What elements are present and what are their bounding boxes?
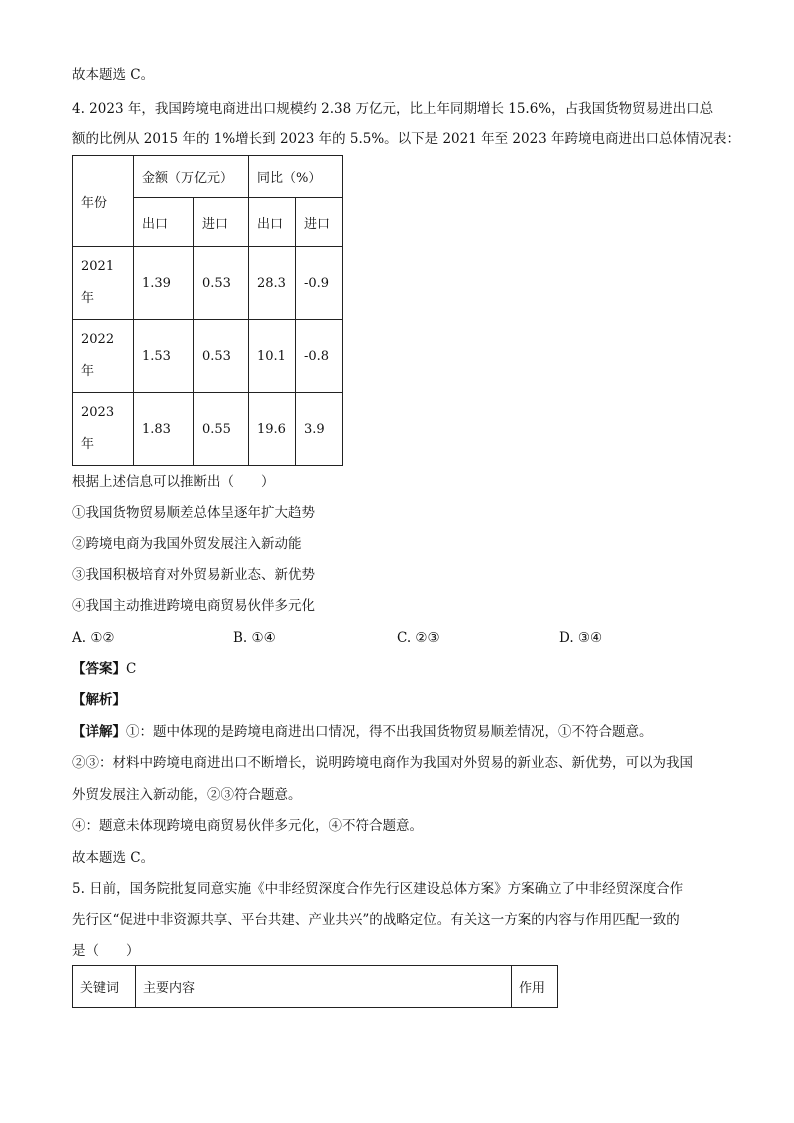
amount-import-header: 进口 bbox=[194, 198, 249, 247]
ecommerce-data-table bbox=[72, 155, 343, 466]
yoy-import-header: 进口 bbox=[296, 198, 343, 247]
statement-3: ③我国积极培育对外贸易新业态、新优势 bbox=[72, 567, 315, 583]
row-year: 2021 年 bbox=[73, 247, 134, 320]
question-4-text-line-2: 额的比例从 2015 年的 1%增长到 2023 年的 5.5%。以下是 2021 年至 2023 年跨境电商进出口总体情况表： bbox=[72, 131, 741, 147]
question-4-text-line-1: 4. 2023 年，我国跨境电商进出口规模约 2.38 万亿元，比上年同期增长 15.6%，占我国货物贸易进出口总 bbox=[72, 101, 714, 117]
option-c: C. ②③ bbox=[397, 630, 440, 646]
amount-export-header: 出口 bbox=[134, 198, 194, 247]
import-amount-cell: 0.53 bbox=[194, 320, 249, 393]
yoy-export-header: 出口 bbox=[249, 198, 296, 247]
table-header-row bbox=[73, 966, 558, 1008]
question-4-prompt: 根据上述信息可以推断出（ ） bbox=[72, 474, 275, 490]
year-header: 年份 bbox=[73, 156, 134, 247]
previous-answer-line: 故本题选 C。 bbox=[72, 67, 155, 83]
row-year: 2022 年 bbox=[73, 320, 134, 393]
import-yoy-cell: 3.9 bbox=[296, 393, 343, 466]
conclusion-line: 故本题选 C。 bbox=[72, 850, 155, 866]
import-yoy-cell: -0.9 bbox=[296, 247, 343, 320]
row-year: 2023 年 bbox=[73, 393, 134, 466]
scheme-table bbox=[72, 965, 558, 1008]
main-content-header: 主要内容 bbox=[136, 966, 512, 1008]
import-yoy-cell: -0.8 bbox=[296, 320, 343, 393]
import-amount-cell: 0.55 bbox=[194, 393, 249, 466]
yoy-header: 同比（%） bbox=[249, 156, 343, 198]
detail-label: 【详解】 bbox=[72, 724, 126, 740]
detail-line-1 bbox=[72, 722, 653, 742]
export-amount-cell: 1.83 bbox=[134, 393, 194, 466]
export-yoy-cell: 10.1 bbox=[249, 320, 296, 393]
option-b: B. ①④ bbox=[233, 630, 276, 646]
statement-2: ②跨境电商为我国外贸发展注入新动能 bbox=[72, 536, 302, 552]
answer-label: 【答案】 bbox=[72, 661, 126, 677]
detail-line-2: ②③：材料中跨境电商进出口不断增长，说明跨境电商作为我国对外贸易的新业态、新优势，可以为我国 bbox=[72, 755, 693, 771]
amount-header: 金额（万亿元） bbox=[134, 156, 249, 198]
answer-value: C bbox=[126, 661, 137, 677]
import-amount-cell: 0.53 bbox=[194, 247, 249, 320]
question-5-text-line-2: 先行区“促进中非资源共享、平台共建、产业共兴”的战略定位。有关这一方案的内容与作用匹配一致的 bbox=[72, 912, 680, 928]
analysis-heading bbox=[72, 690, 126, 710]
table-row bbox=[73, 320, 343, 393]
export-yoy-cell: 19.6 bbox=[249, 393, 296, 466]
detail-line-3: 外贸发展注入新动能，②③符合题意。 bbox=[72, 787, 302, 803]
option-d: D. ③④ bbox=[559, 630, 603, 646]
export-yoy-cell: 28.3 bbox=[249, 247, 296, 320]
analysis-label: 【解析】 bbox=[72, 692, 126, 708]
detail-line-4: ④：题意未体现跨境电商贸易伙伴多元化，④不符合题意。 bbox=[72, 818, 423, 834]
export-amount-cell: 1.39 bbox=[134, 247, 194, 320]
table-row bbox=[73, 393, 343, 466]
option-a: A. ①② bbox=[72, 630, 115, 646]
effect-header: 作用 bbox=[512, 966, 558, 1008]
statement-4: ④我国主动推进跨境电商贸易伙伴多元化 bbox=[72, 598, 315, 614]
keyword-header: 关键词 bbox=[73, 966, 136, 1008]
answer-line bbox=[72, 659, 136, 679]
table-row bbox=[73, 247, 343, 320]
export-amount-cell: 1.53 bbox=[134, 320, 194, 393]
statement-1: ①我国货物贸易顺差总体呈逐年扩大趋势 bbox=[72, 505, 315, 521]
detail-text: ①：题中体现的是跨境电商进出口情况，得不出我国货物贸易顺差情况，①不符合题意。 bbox=[126, 724, 653, 740]
question-5-text-line-3: 是（ ） bbox=[72, 943, 140, 959]
answer-options bbox=[72, 628, 712, 648]
question-5-text-line-1: 5. 日前，国务院批复同意实施《中非经贸深度合作先行区建设总体方案》方案确立了中非经贸深度合作 bbox=[72, 881, 684, 897]
